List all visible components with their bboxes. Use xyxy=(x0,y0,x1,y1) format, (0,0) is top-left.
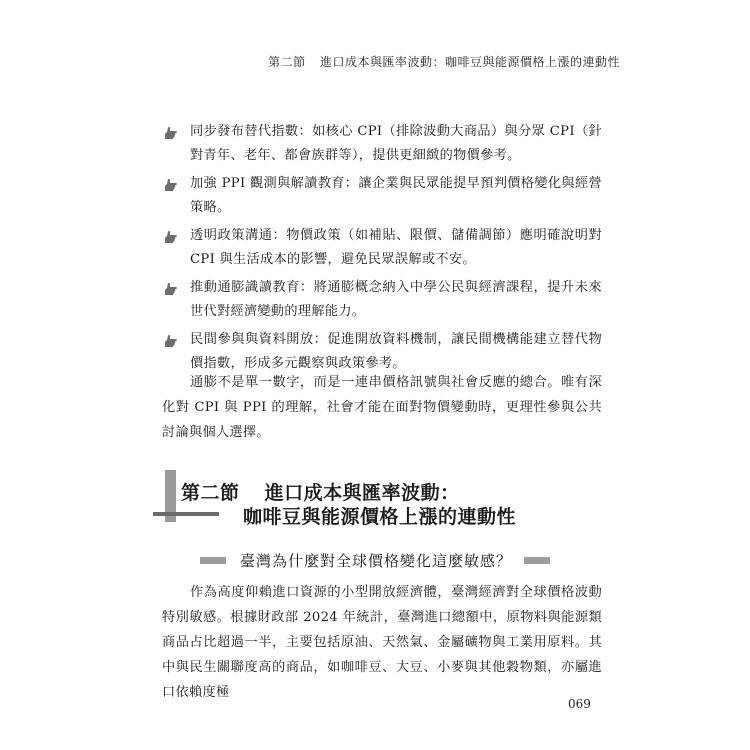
list-item xyxy=(162,224,602,272)
bullet-text: 推動通膨識讀教育：將通膨概念納入中學公民與經濟課程，提升未來世代對經濟變動的理解能力。 xyxy=(190,280,602,319)
section-number: 第二節 xyxy=(181,482,240,504)
pointing-hand-icon xyxy=(164,334,178,348)
bullet-text: 同步發布替代指數：如核心 CPI（排除波動大商品）與分眾 CPI（針對青年、老年、都會族群等），提供更細緻的物價參考。 xyxy=(190,124,602,163)
running-header-title: 進口成本與匯率波動：咖啡豆與能源價格上漲的連動性 xyxy=(319,55,620,69)
bullet-text: 加強 PPI 觀測與解讀教育：讓企業與民眾能提早預判價格變化與經營策略。 xyxy=(190,176,602,215)
running-header-section: 第二節 xyxy=(268,55,306,69)
subheading-right-bar xyxy=(524,557,550,564)
pointing-hand-icon xyxy=(164,178,178,192)
body-paragraph: 通膨不是單一數字，而是一連串價格訊號與社會反應的總合。唯有深化對 CPI 與 PPI 的理解，社會才能在面對物價變動時，更理性參與公共討論與個人選擇。 xyxy=(162,375,602,440)
subheading-text: 臺灣為什麼對全球價格變化這麼敏感？ xyxy=(240,552,513,570)
bullet-text: 民間參與與資料開放：促進開放資料機制，讓民間機構能建立替代物價指數，形成多元觀察與政策參考。 xyxy=(190,332,602,371)
pointing-hand-icon xyxy=(164,126,178,140)
page-number: 069 xyxy=(568,697,591,711)
list-item xyxy=(162,172,602,220)
section-title-line2: 咖啡豆與能源價格上漲的連動性 xyxy=(243,506,517,528)
section-marker-underline xyxy=(153,512,219,516)
bullet-text: 透明政策溝通：物價政策（如補貼、限價、儲備調節）應明確說明對 CPI 與生活成本的影響，避免民眾誤解或不安。 xyxy=(190,228,602,267)
section-heading xyxy=(181,478,460,505)
subheading-left-bar xyxy=(200,557,226,564)
bullet-list xyxy=(162,120,602,380)
pointing-hand-icon xyxy=(164,230,178,244)
section-title-line1: 進口成本與匯率波動： xyxy=(264,482,460,504)
list-item xyxy=(162,276,602,324)
subheading xyxy=(200,549,550,573)
body-paragraph: 作為高度仰賴進口資源的小型開放經濟體，臺灣經濟對全球價格波動特別敏感。根據財政部 2024 年統計，臺灣進口總額中，原物料與能源類商品占比超過一半，主要包括原油、天然氣、金屬礦物與工業用原料。其中與民生關聯度高的商品，如咖啡豆、大豆、小麥與其他穀物類，亦屬進口依賴度極 xyxy=(162,585,602,700)
running-header xyxy=(268,53,620,70)
list-item xyxy=(162,120,602,168)
list-item xyxy=(162,328,602,376)
pointing-hand-icon xyxy=(164,282,178,296)
